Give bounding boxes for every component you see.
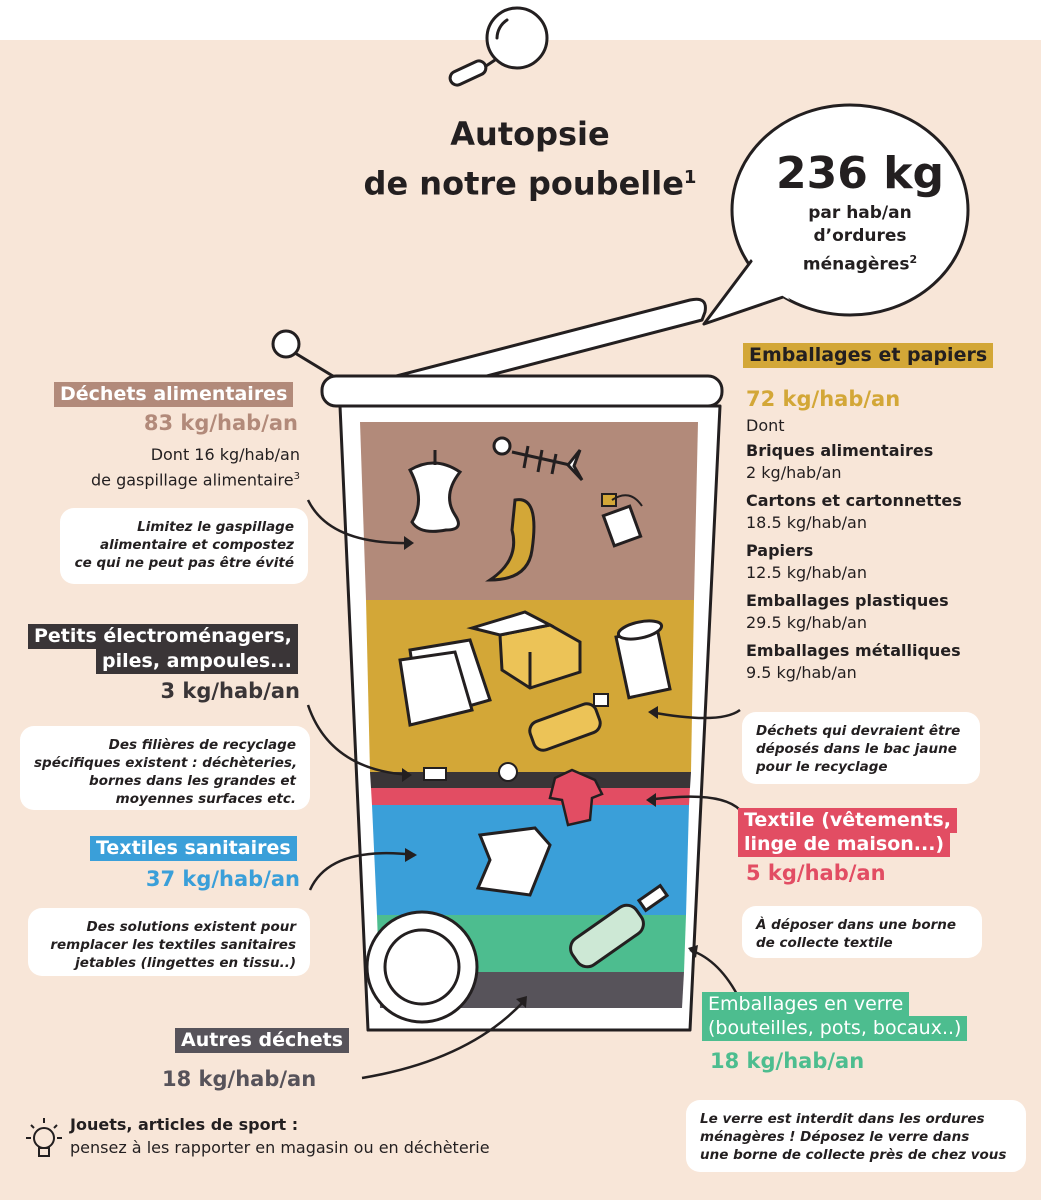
food-quantity: 83 kg/hab/an <box>143 411 298 435</box>
packaging-tip-bubble <box>742 712 980 784</box>
packaging-item-value: 9.5 kg/hab/an <box>746 663 857 682</box>
packaging-item-name: Emballages métalliques <box>746 641 961 660</box>
electronics-tip-line3: bornes dans les grandes et <box>89 773 296 789</box>
textile-label-line1: Textile (vêtements, <box>738 808 957 833</box>
electronics-tip-line1: Des filières de recyclage <box>108 737 296 753</box>
packaging-item-value: 18.5 kg/hab/an <box>746 513 867 532</box>
glass-tip-line3: une borne de collecte près de chez vous <box>700 1147 1007 1163</box>
textile-label-line2: linge de maison...) <box>738 832 950 857</box>
food-tip-line2: alimentaire et compostez <box>100 537 294 553</box>
food-tip-line3: ce qui ne peut pas être évité <box>74 555 294 571</box>
packaging-item-name: Papiers <box>746 541 814 560</box>
packaging-tip-line1: Déchets qui devraient être <box>756 723 961 739</box>
packaging-item <box>746 540 1036 590</box>
food-label: Déchets alimentaires <box>54 382 293 407</box>
footer-title: Jouets, articles de sport : <box>70 1115 299 1134</box>
other-quantity: 18 kg/hab/an <box>162 1067 317 1091</box>
sanitary-label: Textiles sanitaires <box>90 836 297 861</box>
packaging-item <box>746 490 1036 540</box>
electronics-label-line2: piles, ampoules... <box>96 649 298 674</box>
electronics-tip-line2: spécifiques existent : déchèteries, <box>34 755 298 771</box>
packaging-item-name: Briques alimentaires <box>746 441 934 460</box>
total-line1: par hab/an <box>808 203 912 223</box>
total-value: 236 kg <box>776 148 944 199</box>
other-label: Autres déchets <box>175 1028 349 1053</box>
electronics-quantity: 3 kg/hab/an <box>160 679 300 703</box>
textile-quantity: 5 kg/hab/an <box>746 861 886 885</box>
textile-tip-bubble <box>742 906 982 958</box>
packaging-item-value: 29.5 kg/hab/an <box>746 613 867 632</box>
total-line2: d’ordures <box>813 226 907 246</box>
title-footnote: 1 <box>683 167 697 188</box>
sanitary-tip-line2: remplacer les textiles sanitaires <box>50 937 296 953</box>
packaging-item-value: 12.5 kg/hab/an <box>746 563 867 582</box>
packaging-item <box>746 440 1036 490</box>
title-line2: de notre poubelle <box>363 164 684 203</box>
total-line3: ménagères <box>802 254 910 275</box>
packaging-tip-line2: déposés dans le bac jaune <box>756 741 957 757</box>
packaging-breakdown-list <box>746 440 1036 690</box>
sanitary-tip-line1: Des solutions existent pour <box>86 919 296 935</box>
textile-tip-line2: de collecte textile <box>756 935 893 951</box>
title-line1: Autopsie <box>450 115 610 153</box>
sanitary-tip-line3: jetables (lingettes en tissu..) <box>75 955 296 971</box>
textile-tip-line1: À déposer dans une borne <box>756 917 957 933</box>
packaging-label: Emballages et papiers <box>743 343 993 368</box>
glass-tip-line2: ménagères ! Déposez le verre dans <box>700 1129 970 1145</box>
packaging-quantity: 72 kg/hab/an <box>746 387 901 411</box>
electronics-tip-bubble <box>20 726 310 810</box>
packaging-dont: Dont <box>746 416 785 435</box>
glass-tip-bubble <box>686 1100 1026 1172</box>
sanitary-quantity: 37 kg/hab/an <box>145 867 300 891</box>
packaging-tip-line3: pour le recyclage <box>756 759 888 775</box>
glass-label-line2: (bouteilles, pots, bocaux..) <box>702 1016 967 1041</box>
food-detail2: de gaspillage alimentaire <box>91 470 294 490</box>
packaging-item-value: 2 kg/hab/an <box>746 463 842 482</box>
food-detail1: Dont 16 kg/hab/an <box>150 445 300 464</box>
packaging-item-name: Cartons et cartonnettes <box>746 491 962 510</box>
electronics-tip-line4: moyennes surfaces etc. <box>115 791 296 807</box>
footer-text: pensez à les rapporter en magasin ou en déchèterie <box>70 1138 490 1157</box>
electronics-label-line1: Petits électroménagers, <box>28 624 298 649</box>
sanitary-tip-bubble <box>28 908 310 976</box>
lightbulb-tip-icon <box>22 1116 66 1160</box>
total-footnote: 2 <box>909 253 918 266</box>
packaging-item <box>746 590 1036 640</box>
food-tip-bubble <box>60 508 308 584</box>
glass-label-line1: Emballages en verre <box>702 992 909 1017</box>
food-footnote: 3 <box>293 471 300 482</box>
packaging-item <box>746 640 1036 690</box>
glass-quantity: 18 kg/hab/an <box>710 1049 865 1073</box>
food-tip-line1: Limitez le gaspillage <box>137 519 294 535</box>
glass-tip-line1: Le verre est interdit dans les ordures <box>700 1111 985 1127</box>
packaging-item-name: Emballages plastiques <box>746 591 949 610</box>
